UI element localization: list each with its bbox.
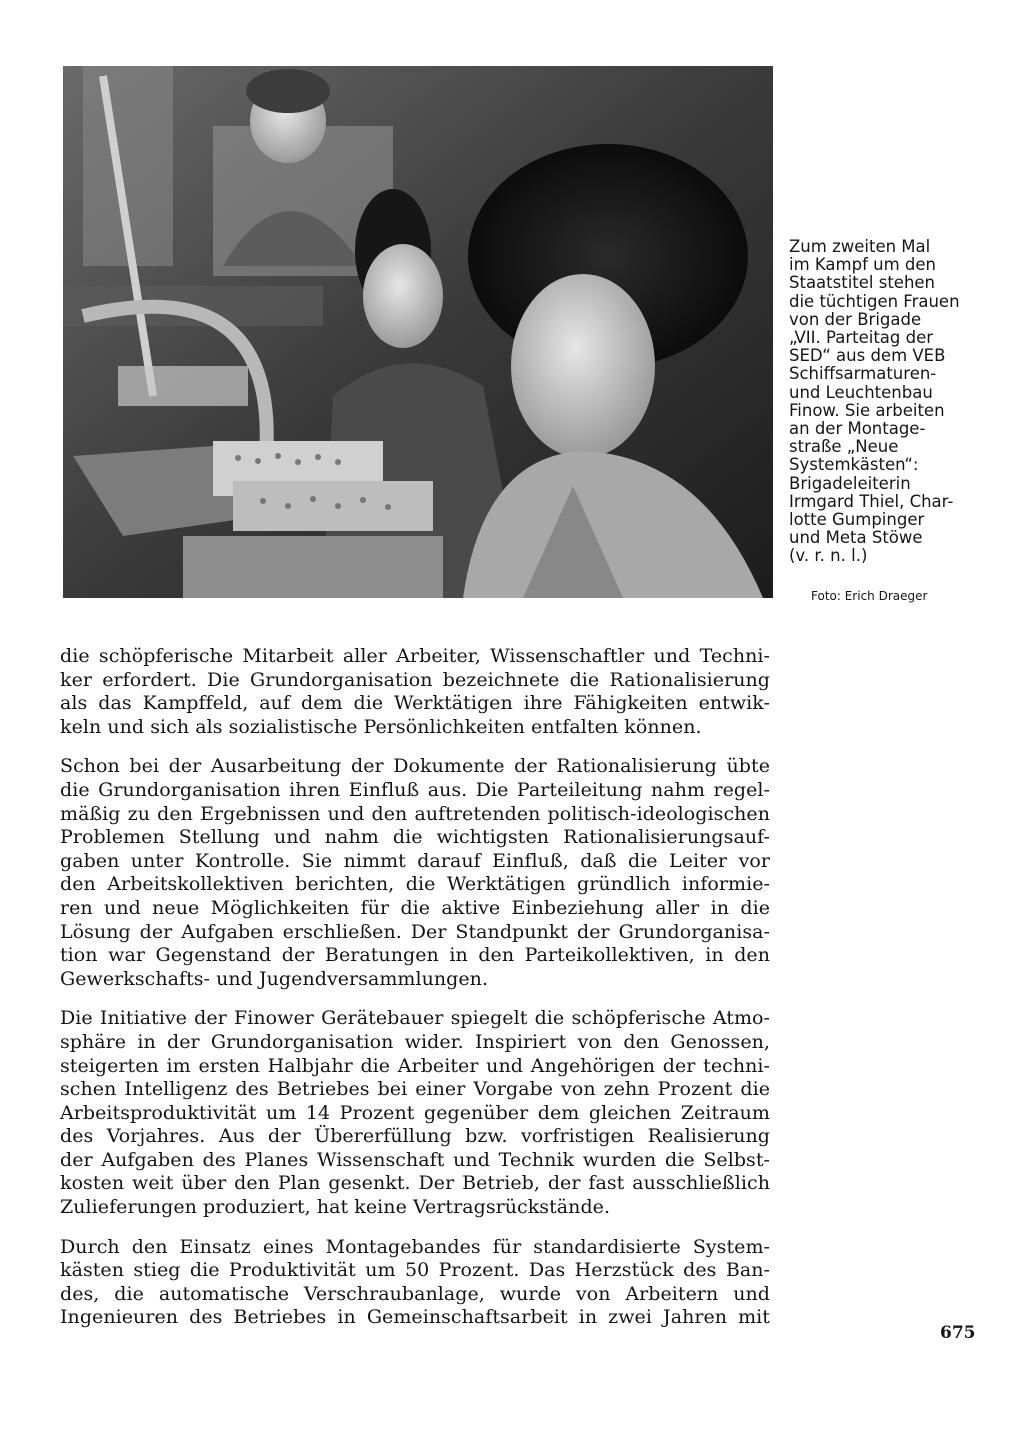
text-line: Zulieferungen produziert, hat keine Vertragsrückstände. [60,1196,611,1219]
text-line: die Grundorganisation ihren Einfluß aus. Die Parteileitung nahm regel- [60,778,770,801]
text-line: als das Kampffeld, auf dem die Werktätigen ihre Fähigkeiten entwik- [60,692,770,715]
caption-line: straße „Neue [789,437,899,457]
photo-credit: Foto: Erich Draeger [811,589,928,603]
paragraph [60,645,770,739]
text-line: steigerten im ersten Halbjahr die Arbeiter und Angehörigen der techni- [60,1054,770,1077]
paragraph [60,1236,770,1330]
caption-line: (v. r. n. l.) [789,546,868,566]
caption-line: Schiffsarmaturen- [789,364,937,384]
caption-line: Staatstitel stehen [789,273,936,293]
text-line: den Arbeitskollektiven berichten, die Werktätigen gründlich informie- [60,873,770,896]
caption-line: Systemkästen“: [789,455,919,475]
caption-line: Zum zweiten Mal [789,237,931,256]
photo-caption [789,238,989,566]
text-line: die schöpferische Mitarbeit aller Arbeiter, Wissenschaftler und Techni- [60,645,770,667]
text-line: Ingenieuren des Betriebes in Gemeinschaftsarbeit in zwei Jahren mit [60,1306,770,1329]
text-line: Durch den Einsatz eines Montagebandes für standardisierte System- [60,1235,770,1258]
text-line: keln und sich als sozialistische Persönlichkeiten entfalten können. [60,715,702,738]
text-line: Problemen Stellung und nahm die wichtigsten Rationalisierungsauf- [60,826,770,849]
text-line: mäßig zu den Ergebnissen und den auftretenden politisch-ideologischen [60,802,770,825]
caption-line: lotte Gumpinger [789,510,925,530]
photo-illustration [63,66,773,598]
text-line: kästen stieg die Produktivität um 50 Prozent. Das Herzstück des Ban- [60,1259,770,1282]
caption-line: die tüchtigen Frauen [789,291,960,311]
text-line: kosten weit über den Plan gesenkt. Der Betrieb, der fast ausschließlich [60,1172,770,1195]
caption-line: Irmgard Thiel, Char- [789,491,954,511]
text-line: Arbeitsproduktivität um 14 Prozent gegenüber dem gleichen Zeitraum [60,1101,770,1124]
text-line: schen Intelligenz des Betriebes bei einer Vorgabe von zehn Prozent die [60,1078,770,1101]
text-line: tion war Gegenstand der Beratungen in den Parteikollektiven, in den [60,944,770,967]
paragraph [60,1007,770,1219]
caption-line: Brigadeleiterin [789,473,911,493]
caption-line: im Kampf um den [789,255,937,275]
article-body [60,645,770,1346]
text-line: Gewerkschafts- und Jugendversammlungen. [60,967,489,990]
caption-line: von der Brigade [789,309,922,329]
caption-line: und Leuchtenbau [789,382,933,402]
caption-line: SED“ aus dem VEB [789,346,946,366]
text-line: ker erfordert. Die Grundorganisation bezeichnete die Rationalisierung [60,668,770,691]
text-line: Schon bei der Ausarbeitung der Dokumente der Rationalisierung übte [60,755,770,778]
paragraph [60,755,770,991]
caption-line: Finow. Sie arbeiten [789,400,945,420]
text-line: sphäre in der Grundorganisation wider. Inspiriert von den Genossen, [60,1030,770,1053]
text-line: gaben unter Kontrolle. Sie nimmt darauf Einfluß, daß die Leiter vor [60,849,770,872]
photo [63,66,773,598]
text-line: Die Initiative der Finower Gerätebauer spiegelt die schöpferische Atmo- [60,1007,770,1030]
caption-line: an der Montage- [789,419,926,439]
text-line: des Vorjahres. Aus der Übererfüllung bzw. vorfristigen Realisierung [60,1125,770,1148]
caption-line: „VII. Parteitag der [789,328,934,348]
text-line: ren und neue Möglichkeiten für die aktive Einbeziehung aller in die [60,896,770,919]
text-line: Lösung der Aufgaben erschließen. Der Standpunkt der Grundorganisa- [60,920,770,943]
caption-line: und Meta Stöwe [789,528,923,548]
text-line: der Aufgaben des Planes Wissenschaft und Technik wurden die Selbst- [60,1148,770,1171]
text-line: des, die automatische Verschraubanlage, wurde von Arbeitern und [60,1282,770,1305]
page-number: 675 [940,1323,976,1343]
